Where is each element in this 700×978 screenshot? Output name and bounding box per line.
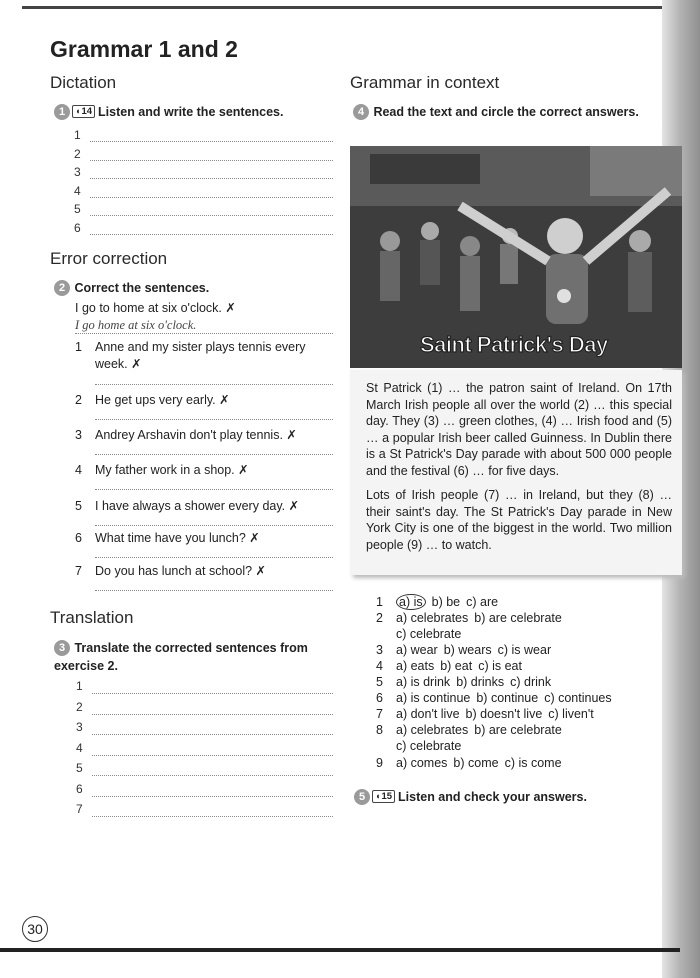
item-sentence: He get ups very early. ✗ — [95, 393, 230, 407]
page-number: 30 — [22, 916, 48, 942]
answer-option-b[interactable]: b) drinks — [456, 675, 505, 689]
write-line[interactable] — [95, 453, 333, 455]
grammar-context-instruction-row — [353, 103, 653, 121]
item-number: 1 — [75, 340, 82, 354]
answer-row — [376, 658, 656, 674]
write-line[interactable] — [90, 140, 333, 142]
answer-option-c[interactable]: c) are — [466, 595, 499, 609]
line-number: 4 — [74, 183, 81, 198]
line-number: 7 — [76, 802, 83, 816]
write-line[interactable] — [92, 754, 333, 756]
answer-number: 6 — [376, 691, 383, 705]
translation-heading: Translation — [50, 608, 134, 627]
answer-number: 3 — [376, 643, 383, 657]
answer-row — [376, 755, 656, 771]
write-line[interactable] — [92, 795, 333, 797]
answer-option-c[interactable]: c) celebrate — [396, 739, 462, 753]
line-number: 1 — [76, 679, 83, 693]
answer-option-b[interactable]: b) wears — [443, 643, 492, 657]
answer-row — [376, 674, 656, 690]
write-line[interactable] — [92, 815, 333, 817]
item-sentence: Do you has lunch at school? ✗ — [95, 564, 266, 578]
answer-option-b[interactable]: b) be — [431, 595, 461, 609]
item-number: 3 — [75, 428, 82, 442]
error-correction-instruction: Correct the sentences. — [74, 281, 210, 295]
answer-number: 9 — [376, 756, 383, 770]
answer-option-b[interactable]: b) doesn't live — [465, 707, 543, 721]
answer-option-a[interactable]: a) is drink — [396, 675, 451, 689]
item-number: 5 — [75, 499, 82, 513]
item-number: 4 — [75, 463, 82, 477]
write-line[interactable] — [92, 733, 333, 735]
write-line[interactable] — [95, 556, 333, 558]
translation-instruction-row — [54, 639, 334, 675]
item-sentence: I have always a shower every day. ✗ — [95, 499, 300, 513]
line-number: 6 — [74, 220, 81, 235]
answer-option-b[interactable]: b) are celebrate — [474, 723, 562, 737]
exercise-number-badge: 3 — [54, 640, 70, 656]
item-sentence: What time have you lunch? ✗ — [95, 531, 260, 545]
bottom-rule — [0, 948, 680, 952]
line-number: 4 — [76, 740, 83, 755]
answer-option-c[interactable]: c) is eat — [478, 659, 522, 673]
audio-track-icon[interactable]: ◖ 15 — [372, 790, 395, 803]
line-number: 5 — [76, 761, 83, 775]
answer-option-c[interactable]: c) liven't — [548, 707, 594, 721]
listen-check-instruction: Listen and check your answers. — [398, 790, 587, 804]
line-number: 6 — [76, 781, 83, 796]
line-number: 1 — [74, 128, 81, 142]
top-rule — [22, 6, 662, 9]
error-correction-heading: Error correction — [50, 249, 168, 268]
write-line[interactable] — [95, 383, 333, 385]
answer-option-a[interactable]: a) eats — [396, 659, 435, 673]
item-sentence: Andrey Arshavin don't play tennis. ✗ — [95, 428, 297, 442]
audio-track-icon[interactable]: ◖ 14 — [72, 105, 95, 118]
answer-option-b[interactable]: b) are celebrate — [474, 611, 562, 625]
answer-row — [376, 690, 656, 706]
example-answer: I go home at six o'clock. — [75, 318, 333, 334]
answer-row — [376, 594, 656, 610]
answer-option-a[interactable]: a) celebrates — [396, 611, 469, 625]
item-number: 2 — [75, 393, 82, 407]
answer-option-a[interactable]: a) is — [396, 594, 426, 610]
exercise-number-badge: 1 — [54, 104, 70, 120]
grammar-context-instruction: Read the text and circle the correct answers. — [373, 105, 639, 119]
dictation-heading: Dictation — [50, 73, 117, 92]
line-number: 2 — [74, 146, 81, 161]
listen-check-row — [354, 788, 587, 806]
item-sentence: My father work in a shop. ✗ — [95, 463, 249, 477]
answer-number: 1 — [376, 595, 383, 609]
line-number: 3 — [74, 165, 81, 179]
answer-row — [376, 610, 656, 642]
line-number: 2 — [76, 699, 83, 714]
answer-number: 4 — [376, 659, 383, 673]
photo-caption: Saint Patrick's Day — [420, 332, 608, 357]
line-number: 3 — [76, 720, 83, 734]
write-line[interactable] — [90, 177, 333, 179]
answer-row — [376, 706, 656, 722]
write-line[interactable] — [95, 488, 333, 490]
answer-option-a[interactable]: a) is continue — [396, 691, 471, 705]
answer-option-b[interactable]: b) eat — [440, 659, 473, 673]
reading-text-box — [350, 370, 682, 575]
answer-number: 7 — [376, 707, 383, 721]
write-line[interactable] — [92, 713, 333, 715]
write-line[interactable] — [95, 524, 333, 526]
answer-option-a[interactable]: a) don't live — [396, 707, 460, 721]
example-sentence: I go to home at six o'clock. ✗ — [75, 301, 236, 315]
answer-option-c[interactable]: c) drink — [510, 675, 552, 689]
answer-row — [376, 722, 656, 754]
dictation-instruction: Listen and write the sentences. — [98, 105, 284, 119]
answer-option-c[interactable]: c) continues — [544, 691, 612, 705]
dictation-instruction-row — [54, 103, 283, 121]
reading-paragraph-2: Lots of Irish people (7) … in Ireland, but they (8) … their saint's day. The St Patrick's Day parade in New York City is one of the biggest in the world. Two million people (9) … to watch. — [366, 488, 672, 552]
answer-option-b[interactable]: b) come — [453, 756, 499, 770]
page-title: Grammar 1 and 2 — [50, 36, 238, 62]
answer-option-c[interactable]: c) celebrate — [396, 627, 462, 641]
answer-row — [376, 642, 656, 658]
answer-number: 5 — [376, 675, 383, 689]
answer-option-a[interactable]: a) celebrates — [396, 723, 469, 737]
exercise-number-badge: 4 — [353, 104, 369, 120]
answer-option-b[interactable]: b) continue — [476, 691, 539, 705]
write-line[interactable] — [92, 774, 333, 776]
error-correction-instruction-row — [54, 279, 209, 297]
write-line[interactable] — [95, 418, 333, 420]
write-line[interactable] — [90, 159, 333, 161]
grammar-context-heading: Grammar in context — [350, 73, 500, 92]
item-number: 6 — [75, 531, 82, 545]
write-line[interactable] — [95, 589, 333, 591]
exercise-number-badge: 2 — [54, 280, 70, 296]
line-number: 5 — [74, 202, 81, 216]
answer-number: 8 — [376, 723, 383, 737]
answer-option-c[interactable]: c) is wear — [497, 643, 552, 657]
answer-option-c[interactable]: c) is come — [504, 756, 562, 770]
item-sentence: Anne and my sister plays tennis every week. ✗ — [95, 340, 306, 371]
reading-paragraph-1: St Patrick (1) … the patron saint of Ireland. On 17th March Irish people all over the world (2) … this special day. They (3) … green clothes, (4) … Irish food and (5) … a popular Irish beer called Guinness. In Dublin there is a St Patrick's Day parade with about 500 000 people and the festival (6) … for five days. — [366, 381, 672, 478]
write-line[interactable] — [90, 214, 333, 216]
exercise-number-badge: 5 — [354, 789, 370, 805]
write-line[interactable] — [90, 233, 333, 235]
parade-photo — [350, 146, 682, 368]
answer-option-a[interactable]: a) comes — [396, 756, 448, 770]
write-line[interactable] — [92, 692, 333, 694]
translation-instruction: Translate the corrected sentences from exercise 2. — [54, 641, 308, 673]
item-number: 7 — [75, 564, 82, 578]
answer-option-a[interactable]: a) wear — [396, 643, 438, 657]
write-line[interactable] — [90, 196, 333, 198]
answer-number: 2 — [376, 611, 383, 625]
